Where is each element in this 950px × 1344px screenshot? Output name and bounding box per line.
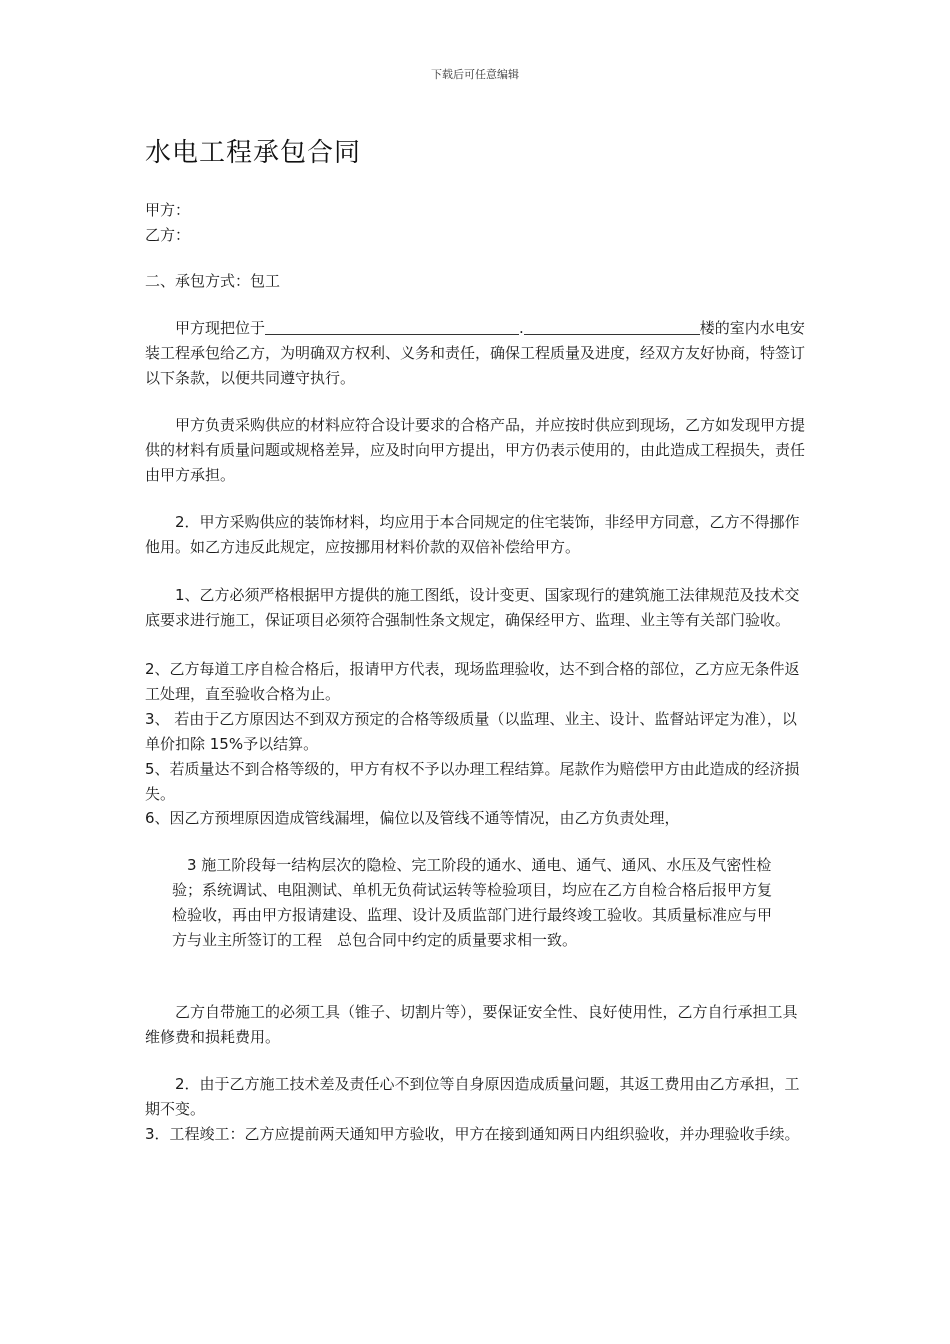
intro-prefix: 甲方现把位于 bbox=[175, 319, 266, 337]
intro-suffix: 楼的室内水 bbox=[699, 319, 775, 337]
item-1-paragraph: 1、乙方必须严格根据甲方提供的施工图纸，设计变更、国家现行的建筑施工法律规范及技术交底要求进行施工，保证项目必须符合强制性条文规定，确保经甲方、监理、业主等有关部门验收。 bbox=[145, 586, 800, 629]
decor-materials-paragraph: 2．甲方采购供应的装饰材料，均应用于本合同规定的住宅装饰，非经甲方同意，乙方不得挪作他用。如乙方违反此规定，应按挪用材料价款的双倍补偿给甲方。 bbox=[145, 513, 800, 556]
rework-paragraph: 2．由于乙方施工技术差及责任心不到位等自身原因造成质量问题，其返工费用由乙方承担，工期不变。 bbox=[145, 1075, 800, 1118]
materials-paragraph: 甲方负责采购供应的材料应符合设计要求的合格产品，并应按时供应到现场，乙方如发现甲方提供的材料有质量问题或规格差异，应及时向甲方提出，甲方仍表示使用的，由此造成工程损失，责任由甲方承担。 bbox=[145, 416, 806, 484]
item-3-paragraph: 3、 若由于乙方原因达不到双方预定的合格等级质量（以监理、业主、设计、监督站评定为准），以单价扣除 15%予以结算。 bbox=[145, 710, 797, 753]
location-blank-field bbox=[265, 318, 519, 335]
intro-paragraph bbox=[145, 316, 805, 391]
item-6-paragraph: 6、因乙方预埋原因造成管线漏埋，偏位以及管线不通等情况，由乙方负责处理， bbox=[145, 809, 680, 827]
party-b-label: 乙方： bbox=[145, 226, 191, 244]
item-5-paragraph: 5、若质量达不到合格等级的，甲方有权不予以办理工程结算。尾款作为赔偿甲方由此造成的经济损失。 bbox=[145, 760, 800, 803]
tools-paragraph: 乙方自带施工的必须工具（锥子、切割片等），要保证安全性、良好使用性，乙方自行承担工具维修费和损耗费用。 bbox=[145, 1003, 798, 1046]
building-blank-field bbox=[524, 318, 700, 335]
completion-paragraph: 3．工程竣工：乙方应提前两天通知甲方验收，甲方在接到通知两日内组织验收，并办理验收手续。 bbox=[145, 1125, 800, 1143]
intro-rest: 电安装工程承包给乙方，为明确双方权利、义务和责任，确保工程质量及进度，经双方友好协商，特签订以下条款，以便共同遵守执行。 bbox=[145, 319, 806, 387]
stage-inspection-paragraph: 3 施工阶段每一结构层次的隐检、完工阶段的通水、通电、通气、通风、水压及气密性检验；系统调试、电阻测试、单机无负荷试运转等检验项目，均应在乙方自检合格后报甲方复检验收，再由甲方报请建设、监理、设计及质监部门进行最终竣工验收。其质量标准应与甲方与业主所签订的工程 总包合同中约定的质量要求相一致。 bbox=[172, 856, 773, 949]
page-header: 下载后可任意编辑 bbox=[431, 68, 519, 81]
document-title: 水电工程承包合同 bbox=[145, 138, 362, 168]
contract-mode-heading: 二、承包方式：包工 bbox=[145, 272, 281, 290]
intro-dot: . bbox=[519, 319, 524, 337]
party-a-label: 甲方： bbox=[145, 201, 191, 219]
item-2-paragraph: 2、乙方每道工序自检合格后，报请甲方代表，现场监理验收，达不到合格的部位，乙方应无条件返工处理，直至验收合格为止。 bbox=[145, 660, 800, 703]
